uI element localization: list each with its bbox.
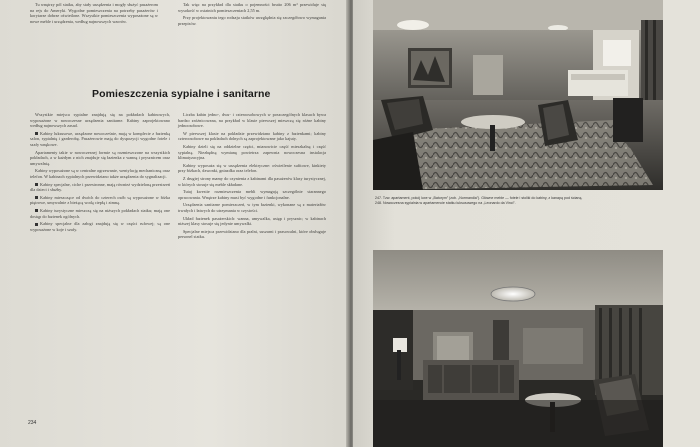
paragraph: Tu wnętrzy pól statku, aby stały urządzenia i mogły służyć pasażerom na rejs do Ameryki. Wygodne pomieszczenia na potrzeby pasażerów i korytarze dobrze oświetlone. Wszystkie pomieszczenia wyposażone są w nowe meble i urządzenia, według najnowszych wzorów. [30,2,158,24]
paragraph: Z drugiej strony mamy do czynienia z kabinami dla pasażerów klasy turystycznej, w których stosuje się meble składane. [178,175,326,187]
bullet-icon [35,132,38,135]
bedroom-photo-image [373,250,663,447]
paragraph: Tutaj kwestie rozmieszczenia mebli wymagają szczególnie starannego opracowania. Wnętrze kabiny musi być wygodne i funkcjonalne. [178,189,326,200]
bullet-icon [35,196,38,199]
paragraph: Wszystkie miejsca sypialne znajdują się na pokładach kabinowych, wyposażone w nowoczesne urządzenia sanitarne. Kabiny zaprojektowano według najnowszych zasad. [30,112,170,129]
paragraph: Urządzenia sanitarne pomieszczeń, w tym łazienki, wykonane są z materiałów trwałych i łatwych do utrzymania w czystości. [178,202,326,213]
paragraph: Kabiny luksusowe, urządzone nowocześnie, mają w komplecie z łazienką salon, sypialnię i garderobę. Pasażerowie mają do dyspozycji wygodne fotele i szafy wnękowe. [30,130,170,147]
paragraph: Układ łazienek pasażerskich: wanna, umywalka, ustęp i prysznic; w kabinach niższej klasy stosuje się jedynie umywalki. [178,215,326,227]
paragraph: Kabiny specjalne, ciche i przestronne, mają również wydzieloną przestrzeń dla dzieci i służby. [30,181,170,193]
paragraph: Kabiny turystyczne mieszczą się na niższych pokładach statku; mają one dostęp do łazienek ogólnych. [30,207,170,219]
paragraph: Przy projektowaniu tego rodzaju statków uwzględnia się szczegółowo wymagania przepisów. [178,15,326,26]
paragraph: Kabiny dzieli się na oddzielne części, mianowicie część mieszkalną i część sypialną. Niezbędną wymianę powietrza zapewnia nowoczesna instalacja klimatyzacyjna. [178,143,326,161]
paragraph: Kabiny mieszczące od dwóch do czterech osób są wyposażone w łóżka piętrowe, umywalnie z bieżącą wodą ciepłą i zimną. [30,194,170,206]
bullet-icon [35,223,38,226]
text-column-2 [178,112,326,242]
right-page [353,0,700,447]
top-photo-caption [375,196,665,206]
paragraph: Kabiny specjalne dla załogi znajdują się w części rufowej; są one wyposażone w koje i szafy. [30,221,170,232]
suite-photo [373,0,663,190]
caption-line: 247. Tzw. apartament, pokój luxe w „Batorym” (zob. „Normandia”). Główne meble — fotele i stoliki do kabiny, z kanapą pod ścianą. [375,196,583,200]
paragraph: Tak więc na przykład dla statku o pojemności brutto 206 m³ przewiduje się wysokość w ostatnich pomieszczeniach 2,55 m. [178,2,326,13]
bullet-icon [35,209,38,212]
text-column-1 [30,112,170,234]
page-number: 234 [28,420,37,426]
top-right-text [178,2,326,28]
suite-photo-image [373,0,663,190]
paragraph: Kabiny wyposażone są w centralne ogrzewanie, wentylację mechaniczną oraz telefon. W kabinach sypialnych przewidziano także urządzenia do sygnalizacji. [30,168,170,179]
paragraph: W pierwszej klasie na pokładzie przewidziano kabiny z łazienkami; kabiny czteroosobowe na pokładach dolnych są zaprojektowane jako kajuty. [178,130,326,142]
section-heading: Pomieszczenia sypialne i sanitarne [92,88,271,100]
paragraph: Kabiny wyposaża się w urządzenia elektryczne: oświetlenie sufitowe, kinkiety przy łóżkach, dzwonki, gniazdka oraz telefon. [178,162,326,174]
top-left-text [30,2,158,26]
bullet-icon [35,183,38,186]
bedroom-photo [373,250,663,447]
paragraph: Liczba kabin jedno-, dwu- i czteroosobowych w poszczególnych klasach bywa bardzo zróżnicowana, na przykład w klasie pierwszej mieszczą się różne kabiny jednoosobowe. [178,112,326,129]
paragraph: Apartamenty takie w nowoczesnej formie są rozmieszczone na wszystkich pokładach, a w każdym z nich znajduje się łazienka z wanną i prysznicem oraz umywalnią. [30,149,170,166]
caption-line: 248. Nowoczesna sypialnia w apartamencie statku luksusowego na „Leonardo da Vinci”. [375,200,516,205]
paragraph: Specjalne miejsca przewidziano dla pralni, suszarni i prasowalni, które obsługuje personel statku. [178,228,326,240]
